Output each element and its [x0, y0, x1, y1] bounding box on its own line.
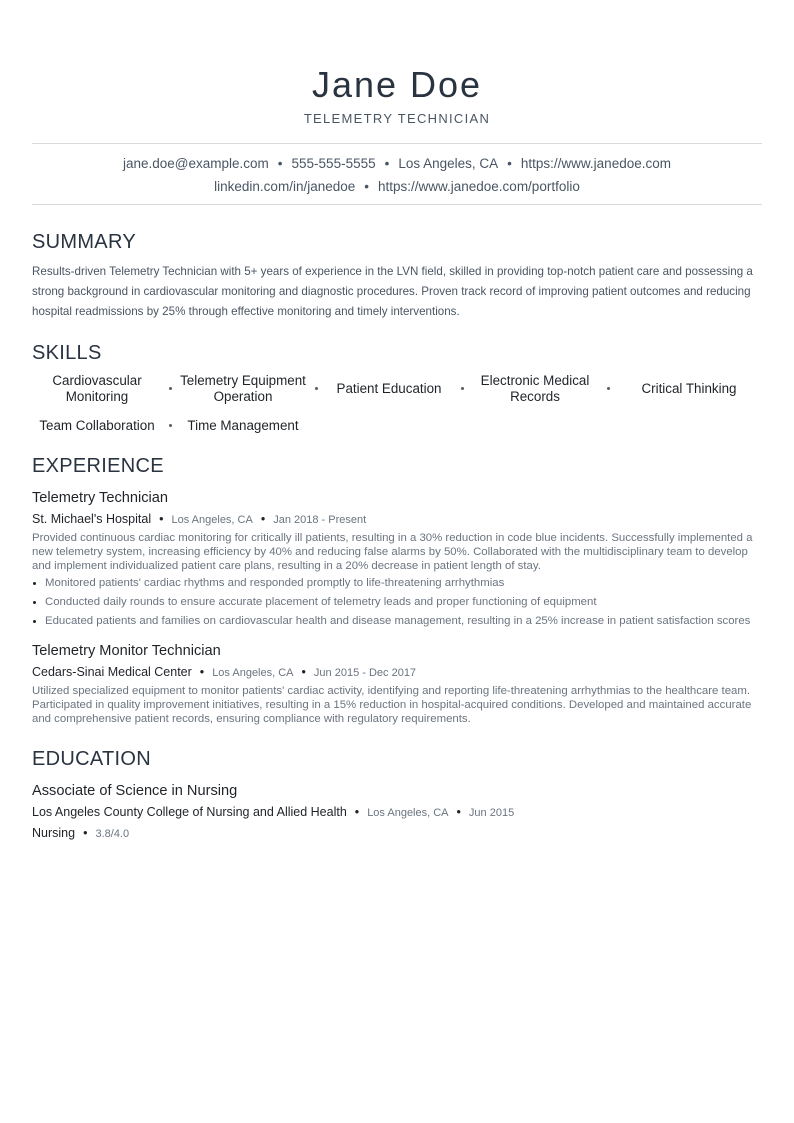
resume-header — [0, 0, 794, 126]
skill-separator — [162, 417, 178, 435]
skill-separator — [162, 380, 178, 398]
education-major-line — [32, 825, 762, 842]
meta-separator: • — [456, 805, 461, 819]
contact-separator: • — [277, 156, 283, 171]
candidate-name: Jane Doe — [311, 64, 483, 105]
job-bullet — [32, 595, 762, 609]
meta-separator: • — [159, 512, 164, 526]
graduation-date: Jun 2015 — [468, 807, 515, 819]
contact-linkedin[interactable]: linkedin.com/in/janedoe — [214, 179, 356, 194]
job-location: Los Angeles, CA — [212, 667, 294, 679]
skill-item: Cardiovascular Monitoring — [52, 373, 142, 404]
job-bullet — [32, 576, 762, 590]
skill-separator — [600, 380, 616, 398]
degree-title: Associate of Science in Nursing — [32, 783, 238, 799]
job-bullets — [32, 576, 762, 628]
job-dates: Jun 2015 - Dec 2017 — [313, 667, 417, 679]
meta-separator: • — [301, 665, 306, 679]
education-section — [32, 746, 762, 842]
summary-section — [32, 229, 762, 322]
school-name: Los Angeles County College of Nursing and Allied Health — [32, 805, 347, 819]
meta-separator: • — [354, 805, 360, 819]
skills-row-2 — [32, 417, 762, 435]
skill-item: Patient Education — [336, 381, 442, 396]
skills-heading: SKILLS — [32, 342, 102, 364]
school-location: Los Angeles, CA — [367, 807, 449, 819]
job-description: Utilized specialized equipment to monitor patients' cardiac activity, identifying and reporting life-threatening arrhythmias to the healthcare team. Participated in quality improvement initiatives, resulting in a 15% reduction in hospital-acquired conditions. Developed and maintained accurate and comprehensive patient records, ensuring compliance with regulatory requirements. — [32, 685, 752, 725]
skill-item: Telemetry Equipment Operation — [180, 373, 306, 404]
contact-separator: • — [507, 156, 512, 171]
job-employer: Cedars-Sinai Medical Center — [32, 665, 192, 679]
job-bullet-text: Monitored patients' cardiac rhythms and responded promptly to life-threatening arrhythmias — [45, 577, 505, 589]
job-title: Telemetry Technician — [32, 490, 169, 506]
contact-email[interactable]: jane.doe@example.com — [123, 156, 269, 171]
summary-text: Results-driven Telemetry Technician with 5+ years of experience in the LVN field, skilled in providing top-notch patient care and possessing a strong background in cardiovascular monitoring and diagnostic procedures. Proven track record of improving patient outcomes and reducing hospital readmissions by 25% through effective monitoring and timely interventions. — [32, 265, 753, 318]
contact-separator: • — [384, 156, 390, 171]
contact-separator: • — [364, 179, 369, 194]
education-heading: EDUCATION — [32, 748, 151, 770]
experience-heading: EXPERIENCE — [32, 455, 164, 477]
skill-separator — [454, 380, 470, 398]
meta-separator: • — [199, 665, 205, 679]
job-bullet — [32, 614, 762, 628]
job-bullet-text: Conducted daily rounds to ensure accurate placement of telemetry leads and proper functioning of equipment — [45, 596, 597, 608]
job-location: Los Angeles, CA — [171, 514, 253, 526]
job-meta — [32, 511, 762, 528]
gpa: 3.8/4.0 — [95, 828, 130, 840]
job-title: Telemetry Monitor Technician — [32, 643, 221, 659]
education-meta — [32, 804, 762, 821]
job-bullet-text: Educated patients and families on cardiovascular health and disease management, resulting in a 25% increase in patient satisfaction scores — [45, 615, 751, 627]
contact-line-2 — [32, 175, 762, 198]
meta-separator: • — [83, 826, 88, 840]
meta-separator: • — [260, 512, 266, 526]
job-entry — [32, 641, 762, 726]
skill-item: Critical Thinking — [641, 381, 737, 396]
contact-phone[interactable]: 555-555-5555 — [291, 156, 376, 171]
skill-separator — [308, 380, 324, 398]
contact-portfolio[interactable]: https://www.janedoe.com/portfolio — [377, 179, 580, 194]
skill-item: Electronic Medical Records — [480, 373, 590, 404]
summary-heading: SUMMARY — [32, 231, 136, 253]
candidate-title: TELEMETRY TECHNICIAN — [303, 111, 491, 126]
major: Nursing — [32, 826, 76, 840]
experience-section — [32, 453, 762, 726]
skills-section — [32, 340, 762, 435]
contact-bar — [32, 143, 762, 205]
job-dates: Jan 2018 - Present — [273, 514, 367, 526]
job-meta — [32, 664, 762, 681]
contact-location: Los Angeles, CA — [398, 156, 499, 171]
job-entry — [32, 488, 762, 628]
skills-row-1 — [32, 373, 762, 405]
job-employer: St. Michael's Hospital — [32, 512, 152, 526]
contact-line-1 — [32, 152, 762, 175]
contact-website[interactable]: https://www.janedoe.com — [520, 156, 671, 171]
job-description: Provided continuous cardiac monitoring for critically ill patients, resulting in a 30% reduction in code blue incidents. Successfully implemented a new telemetry system, increasing efficiency by 40% and reducing false alarms by 50%. Collaborated with the multidisciplinary team to develop and implement individualized patient care plans, resulting in a 20% decrease in patient length of stay. — [32, 532, 753, 572]
skill-item: Time Management — [187, 418, 299, 433]
skill-item: Team Collaboration — [39, 418, 155, 433]
